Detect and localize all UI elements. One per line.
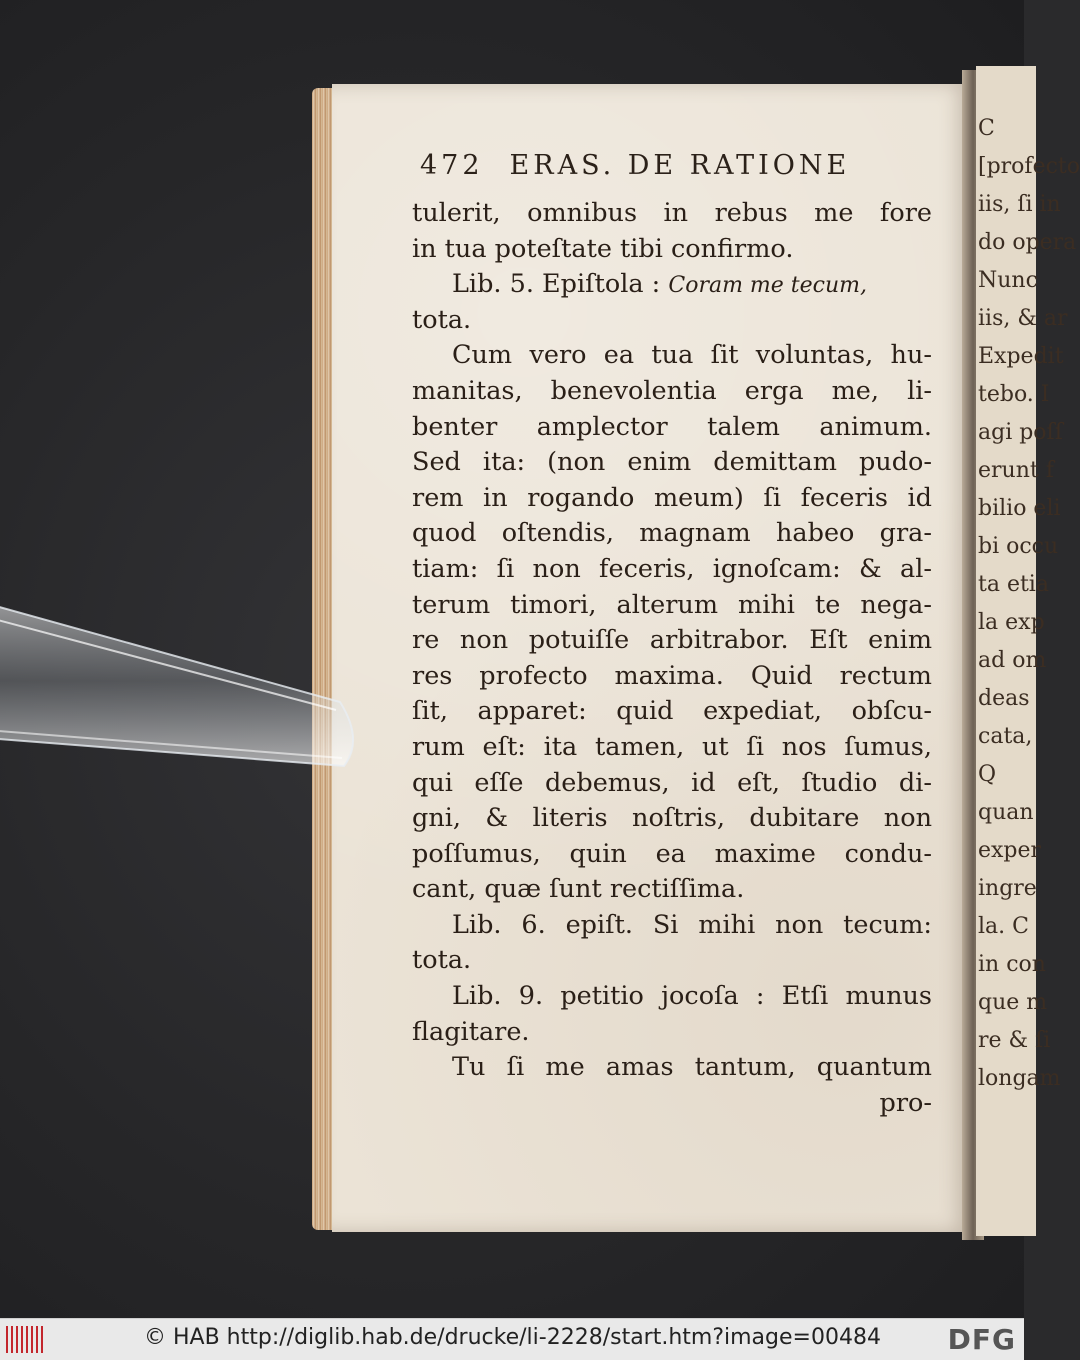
text-line-content: cant, quæ ſunt rectiſſima. (412, 874, 745, 905)
text-line (412, 1015, 932, 1051)
text-line (412, 908, 932, 944)
text-line-content: re non potuiſſe arbitrabor. Eſt enim (412, 625, 932, 656)
running-head (420, 150, 850, 181)
text-line (412, 659, 932, 695)
text-line-content: terum timori, alterum mihi te nega- (412, 589, 932, 620)
page-body-text (412, 196, 932, 1121)
facing-page (976, 66, 1080, 1236)
facing-page-fragment: cata, (978, 724, 1033, 749)
text-line-content: manitas, benevolentia erga me, li- (412, 375, 932, 406)
text-line (412, 766, 932, 802)
glass-page-holder (0, 560, 380, 800)
facing-page-fragment: bilio eli (978, 496, 1061, 521)
text-line-content: Lib. 5. Epiſtola : (452, 269, 669, 300)
facing-page-fragment: in con (978, 952, 1046, 977)
facing-page-fragment: deas (978, 686, 1030, 711)
text-line (412, 801, 932, 837)
text-line-content: rem in rogando meum) ſi feceris id (412, 482, 932, 513)
text-line (412, 374, 932, 410)
text-line-content: Lib. 6. epiſt. Si mihi non tecum: (452, 909, 932, 940)
facing-page-fragment: iis, ſi in (978, 192, 1061, 217)
barcode-logo-icon (6, 1326, 46, 1353)
text-line (412, 481, 932, 517)
facing-page-fragment: [profecto (978, 154, 1080, 179)
italic-phrase: Coram me tecum, (668, 273, 868, 299)
text-line (412, 623, 932, 659)
text-line (412, 410, 932, 446)
text-line (412, 445, 932, 481)
facing-page-fragment: quan (978, 800, 1034, 825)
text-line (412, 588, 932, 624)
text-line-content: tiam: ſi non feceris, ignoſcam: & al- (412, 553, 932, 584)
text-line-content: Lib. 9. petitio jocoſa : Etſi munus (452, 981, 932, 1012)
text-line-content: gni, & literis noſtris, dubitare non (412, 803, 932, 834)
text-line-content: benter amplector talem animum. (412, 411, 932, 442)
dfg-logo: DFG (947, 1323, 1016, 1356)
text-line (412, 338, 932, 374)
text-line-content: res profecto maxima. Quid rectum (412, 660, 932, 691)
text-line (412, 694, 932, 730)
facing-page-fragment: iis, & ar (978, 306, 1068, 331)
facing-page-fragment: do opera (978, 230, 1077, 255)
text-line-content: tota. (412, 304, 472, 335)
facing-page-fragment: ingre (978, 876, 1037, 901)
text-line-content: qui eſſe debemus, id eſt, ſtudio di- (412, 767, 932, 798)
text-line-content: flagitare. (412, 1016, 530, 1047)
facing-page-fragment: ta etia (978, 572, 1049, 597)
running-title: ERAS. DE RATIONE (509, 150, 851, 181)
facing-page-fragment: bi occu (978, 534, 1059, 559)
facing-page-fragment: Q (978, 762, 997, 787)
text-line (412, 552, 932, 588)
text-line-content: quod oſtendis, magnam habeo gra- (412, 518, 932, 549)
text-line-content: in tua poteſtate tibi confirmo. (412, 233, 794, 264)
copyright-credit: © HAB http://diglib.hab.de/drucke/li-2228/start.htm?image=00484 (144, 1325, 881, 1350)
facing-page-fragment: la. C (978, 914, 1029, 939)
text-line (412, 837, 932, 873)
text-line (412, 303, 932, 339)
text-line (412, 943, 932, 979)
facing-page-fragment: la exp (978, 610, 1045, 635)
facing-page-fragment: exper (978, 838, 1042, 863)
facing-page-fragment: erunt f (978, 458, 1054, 483)
text-line (412, 516, 932, 552)
facing-page-fragment: ad om (978, 648, 1047, 673)
text-line (412, 1050, 932, 1086)
facing-page-fragment: Expedit (978, 344, 1064, 369)
footer-bar (0, 1318, 1024, 1360)
text-line-content: tota. (412, 945, 472, 976)
text-line (412, 196, 932, 232)
text-line-content: Tu ſi me amas tantum, quantum (452, 1052, 932, 1083)
facing-page-fragment: longam (978, 1066, 1061, 1091)
facing-page-fragment: agi poſſ (978, 420, 1063, 445)
text-line-content: Cum vero ea tua ſit voluntas, hu- (452, 340, 932, 371)
facing-page-fragment: tebo. I (978, 382, 1050, 407)
text-line (412, 979, 932, 1015)
page-number: 472 (420, 150, 484, 181)
text-line (412, 730, 932, 766)
facing-page-fragment: que m (978, 990, 1048, 1015)
text-line-content: tulerit, omnibus in rebus me fore (412, 198, 932, 228)
text-line-content: ſit, apparet: quid expediat, obſcu- (412, 696, 932, 727)
text-line-content: poſſumus, quin ea maxime condu- (412, 838, 932, 869)
text-line (412, 232, 932, 268)
facing-page-fragment: Nunc (978, 268, 1038, 293)
text-line-content: rum eſt: ita tamen, ut ſi nos ſumus, (412, 731, 932, 762)
catchword: pro- (879, 1087, 932, 1118)
text-line-content: Sed ita: (non enim demittam pudo- (412, 447, 932, 478)
text-line (412, 872, 932, 908)
facing-page-fragment: re & ſi (978, 1028, 1051, 1053)
facing-page-fragment: C (978, 116, 995, 141)
text-line (412, 267, 932, 303)
